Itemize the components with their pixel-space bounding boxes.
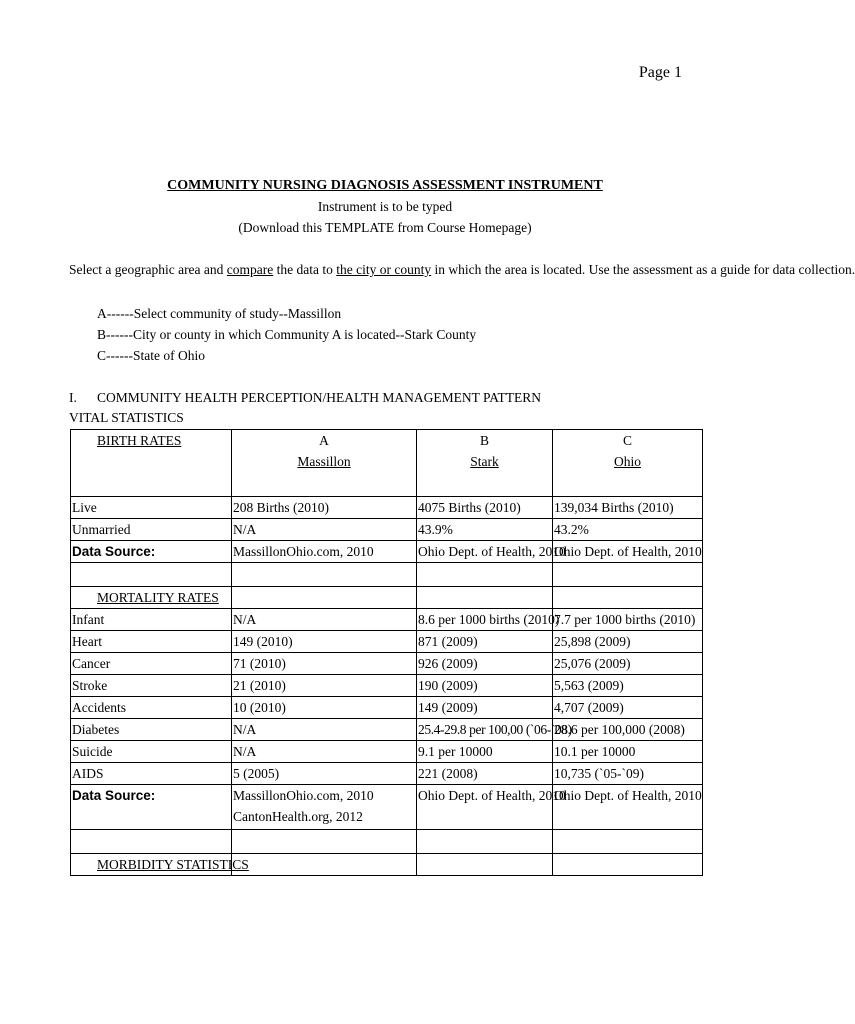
cell-c: 5,563 (2009) <box>553 675 703 697</box>
column-c-header <box>553 430 703 497</box>
table-row <box>71 497 703 519</box>
cell-b: 8.6 per 1000 births (2010) <box>417 609 553 631</box>
cell-b: 25.4-29.8 per 100,00 (`06-`08) <box>417 719 553 741</box>
table-row <box>71 697 703 719</box>
table-row <box>71 541 703 563</box>
row-label: Accidents <box>71 697 232 719</box>
table-header-row <box>71 430 703 497</box>
row-label-data-source: Data Source: <box>71 541 232 563</box>
document-title: COMMUNITY NURSING DIAGNOSIS ASSESSMENT INSTRUMENT <box>167 178 603 193</box>
empty-cell <box>232 563 417 587</box>
table-row <box>71 719 703 741</box>
cell-a: 149 (2010) <box>232 631 417 653</box>
cell-b: Ohio Dept. of Health, 2010 <box>417 785 553 830</box>
source-line-2: CantonHealth.org, 2012 <box>233 809 363 824</box>
intro-compare: compare <box>226 262 274 277</box>
cell-c: Ohio Dept. of Health, 2010 <box>553 541 703 563</box>
source-line-1: MassillonOhio.com, 2010 <box>233 788 374 803</box>
table-row-empty <box>71 563 703 587</box>
cell-a: N/A <box>232 519 417 541</box>
section-number: I. <box>69 390 77 405</box>
cell-c: 139,034 Births (2010) <box>553 497 703 519</box>
column-c-name: Ohio <box>614 454 641 469</box>
intro-text-2: the data to <box>273 262 337 277</box>
morbidity-statistics-header: MORBIDITY STATISTICS <box>71 854 232 876</box>
cell-c: 25,898 (2009) <box>553 631 703 653</box>
row-label: AIDS <box>71 763 232 785</box>
empty-cell <box>232 587 417 609</box>
vital-statistics-label: VITAL STATISTICS <box>69 410 184 425</box>
mortality-header-row <box>71 587 703 609</box>
column-a-header <box>232 430 417 497</box>
row-label-data-source: Data Source: <box>71 785 232 830</box>
intro-paragraph <box>69 262 855 278</box>
morbidity-header-row <box>71 854 703 876</box>
option-c: C------State of Ohio <box>97 348 205 363</box>
empty-cell <box>553 563 703 587</box>
table-row <box>71 519 703 541</box>
document-subtitle-download: (Download this TEMPLATE from Course Homepage) <box>238 220 532 235</box>
cell-a: 21 (2010) <box>232 675 417 697</box>
intro-city-county: the city or county <box>336 262 432 277</box>
column-b-letter: B <box>479 433 489 448</box>
cell-a: 71 (2010) <box>232 653 417 675</box>
table-row <box>71 763 703 785</box>
cell-a: 208 Births (2010) <box>232 497 417 519</box>
row-label: Live <box>71 497 232 519</box>
table-row <box>71 675 703 697</box>
cell-a: MassillonOhio.com, 2010 <box>232 541 417 563</box>
empty-cell <box>71 830 232 854</box>
cell-a: N/A <box>232 719 417 741</box>
empty-cell <box>232 854 417 876</box>
document-subtitle-typed: Instrument is to be typed <box>317 199 453 214</box>
cell-c: 43.2% <box>553 519 703 541</box>
table-row <box>71 631 703 653</box>
cell-b: 4075 Births (2010) <box>417 497 553 519</box>
empty-cell <box>232 830 417 854</box>
cell-a <box>232 785 417 830</box>
cell-c: 25,076 (2009) <box>553 653 703 675</box>
column-b-name: Stark <box>470 454 499 469</box>
row-label: Heart <box>71 631 232 653</box>
cell-b: 926 (2009) <box>417 653 553 675</box>
cell-a: 10 (2010) <box>232 697 417 719</box>
table-row <box>71 653 703 675</box>
empty-cell <box>71 563 232 587</box>
intro-text-3: in which the area is located. Use the assessment as a guide for data collection. <box>431 262 855 277</box>
birth-rates-header: BIRTH RATES <box>71 430 232 497</box>
intro-text-1: Select a geographic area and <box>69 262 227 277</box>
cell-a: N/A <box>232 741 417 763</box>
row-label: Infant <box>71 609 232 631</box>
cell-a: 5 (2005) <box>232 763 417 785</box>
cell-c: Ohio Dept. of Health, 2010 <box>553 785 703 830</box>
mortality-rates-header: MORTALITY RATES <box>71 587 232 609</box>
table-row-empty <box>71 830 703 854</box>
empty-cell <box>553 587 703 609</box>
cell-b: 43.9% <box>417 519 553 541</box>
empty-cell <box>417 587 553 609</box>
page-number: Page 1 <box>638 64 682 81</box>
vital-statistics-table <box>70 429 703 876</box>
cell-b: 221 (2008) <box>417 763 553 785</box>
empty-cell <box>417 854 553 876</box>
cell-a: N/A <box>232 609 417 631</box>
column-c-letter: C <box>622 433 632 448</box>
column-b-header <box>417 430 553 497</box>
cell-c: 4,707 (2009) <box>553 697 703 719</box>
row-label: Suicide <box>71 741 232 763</box>
cell-b: 190 (2009) <box>417 675 553 697</box>
table-row <box>71 741 703 763</box>
section-title: COMMUNITY HEALTH PERCEPTION/HEALTH MANAGEMENT PATTERN <box>97 390 542 405</box>
option-a: A------Select community of study--Massillon <box>97 306 342 321</box>
row-label: Stroke <box>71 675 232 697</box>
cell-c: 10,735 (`05-`09) <box>553 763 703 785</box>
empty-cell <box>417 830 553 854</box>
column-a-letter: A <box>319 433 329 448</box>
cell-c: 28.6 per 100,000 (2008) <box>553 719 703 741</box>
option-b: B------City or county in which Community A is located--Stark County <box>97 327 477 342</box>
cell-b: 9.1 per 10000 <box>417 741 553 763</box>
row-label: Cancer <box>71 653 232 675</box>
row-label: Unmarried <box>71 519 232 541</box>
column-a-name: Massillon <box>297 454 351 469</box>
row-label: Diabetes <box>71 719 232 741</box>
empty-cell <box>553 854 703 876</box>
cell-c: 10.1 per 10000 <box>553 741 703 763</box>
table-row <box>71 785 703 830</box>
table-row <box>71 609 703 631</box>
empty-cell <box>553 830 703 854</box>
cell-b: Ohio Dept. of Health, 2010 <box>417 541 553 563</box>
empty-cell <box>417 563 553 587</box>
cell-b: 149 (2009) <box>417 697 553 719</box>
cell-c: 7.7 per 1000 births (2010) <box>553 609 703 631</box>
cell-b: 871 (2009) <box>417 631 553 653</box>
